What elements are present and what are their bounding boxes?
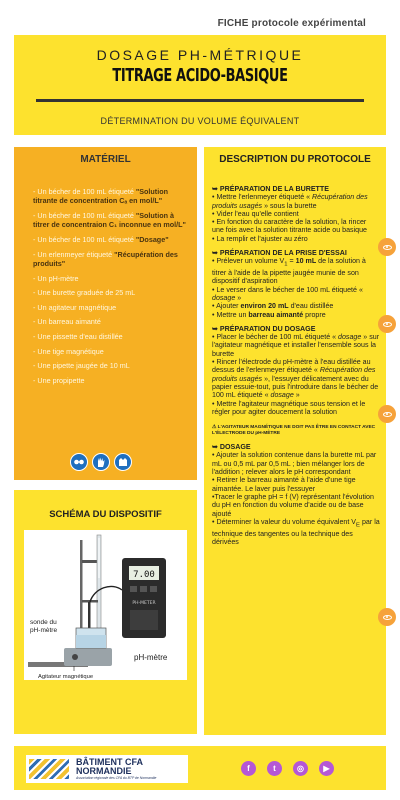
lab-coat-icon xyxy=(114,453,132,471)
materiel-item: - Un erlenmeyer étiqueté "Récupération des produits" xyxy=(33,249,178,268)
step: • Ajouter la solution contenue dans la burette mL par mL ou 0,5 mL par 0,5 mL ; bien mélanger lors de l'addition ; relever alors le pH correspondant xyxy=(212,451,377,477)
section-dosage: ➥ DOSAGE xyxy=(212,443,251,452)
materiel-item: - Une propipette xyxy=(33,375,85,385)
description-title: DESCRIPTION DU PROTOCOLE xyxy=(219,154,371,165)
footer xyxy=(14,746,386,790)
step: • Retirer le barreau aimanté à l'aide d'une tige aimantée. Le laver puis l'essuyer xyxy=(212,476,356,493)
step: • Mettre l'erlenmeyer étiqueté « Récupération des produits usagés » sous la burette xyxy=(212,193,368,210)
eye-icon[interactable] xyxy=(378,315,396,333)
materiel-item: - Un bécher de 100 mL étiqueté "Solution titrante de concentration Cₐ en mol/L" xyxy=(33,187,168,206)
eye-icon[interactable] xyxy=(378,608,396,626)
probe-label-2: pH-mètre xyxy=(30,627,58,634)
section-burette: ➥ PRÉPARATION DE LA BURETTE xyxy=(212,185,329,193)
warning-note: ⚠ L'AGITATEUR MAGNÉTIQUE NE DOIT PAS ÊTRE EN CONTACT AVEC L'ÉLECTRODE DU pH-MÈTRE xyxy=(212,425,376,437)
page-title: DOSAGE PH-MÉTRIQUE xyxy=(96,47,304,63)
facebook-icon[interactable]: f xyxy=(241,761,256,776)
step: • Mettre l'agitateur magnétique sous tension et le régler pour agiter doucement la solution xyxy=(212,399,366,416)
materiel-item: - Un bécher de 100 mL étiqueté "Solution à titrer de concentraion C₁ inconnue en mol/L" xyxy=(33,211,186,230)
step: •Tracer le graphe pH = f (V) représentant l'évolution du pH en fonction du volume d'acide ou de base ajouté xyxy=(212,492,374,518)
section-subtitle: DÉTERMINATION DU VOLUME ÉQUIVALENT xyxy=(100,116,300,126)
document-type-label: FICHE protocole expérimental xyxy=(217,18,366,29)
goggles-icon xyxy=(70,453,88,471)
materiel-item: - Un pH-mètre xyxy=(33,273,79,283)
safety-icons xyxy=(70,453,132,471)
materiel-item: - Un agitateur magnétique xyxy=(33,302,117,312)
step: • Vider l'eau qu'elle contient xyxy=(212,209,299,218)
probe-label: sonde du xyxy=(30,619,57,626)
step: • Le verser dans le bécher de 100 mL étiqueté « dosage » xyxy=(212,285,363,302)
agitator-label: Agitateur magnétique xyxy=(38,674,94,680)
materiel-title: MATÉRIEL xyxy=(80,154,131,165)
logo-line-3: Association régionale des CFA du BTP de Normandie xyxy=(76,776,157,780)
step: • La remplir et l'ajuster au zéro xyxy=(212,234,308,243)
schema-panel xyxy=(14,490,197,734)
description-panel xyxy=(204,147,386,735)
section-dosage-prep: ➥ PRÉPARATION DU DOSAGE xyxy=(212,324,316,333)
step: • Ajouter environ 20 mL d'eau distillée xyxy=(212,302,334,311)
ph-display-value: 7.00 xyxy=(133,570,155,580)
instagram-icon[interactable]: ◎ xyxy=(293,761,308,776)
eye-icon[interactable] xyxy=(378,238,396,256)
twitter-icon[interactable]: t xyxy=(267,761,282,776)
step: • Mettre un barreau aimanté propre xyxy=(212,310,326,319)
materiel-panel xyxy=(14,147,197,480)
step: • Placer le bécher de 100 mL étiqueté « dosage » sur l'agitateur magnétique et installer l'ensemble sous la burette xyxy=(212,333,380,358)
eye-icon[interactable] xyxy=(378,405,396,423)
logo-line-1: BÂTIMENT CFA xyxy=(76,757,143,767)
materiel-item: - Une tige magnétique xyxy=(33,346,104,356)
logo[interactable] xyxy=(26,755,188,783)
schema-title: SCHÉMA DU DISPOSITIF xyxy=(49,509,162,520)
apparatus-diagram xyxy=(24,530,187,680)
step: • Déterminer la valeur du volume équivalent $V_E$ par la technique des tangentes ou la technique des dérivées xyxy=(212,517,380,546)
logo-line-2: NORMANDIE xyxy=(76,766,132,776)
youtube-icon[interactable]: ▶ xyxy=(319,761,334,776)
materiel-list xyxy=(33,187,191,390)
ph-meter-label: pH-mètre xyxy=(134,653,168,662)
logo-mark-icon xyxy=(29,759,69,779)
ph-meter-brand: PH-METER xyxy=(132,601,156,606)
materiel-item: - Une pissette d'eau distillée xyxy=(33,331,123,341)
materiel-item: - Un barreau aimanté xyxy=(33,317,101,327)
page-subtitle: TITRAGE ACIDO-BASIQUE xyxy=(112,65,288,86)
header-divider xyxy=(36,99,364,102)
social-links xyxy=(241,761,334,776)
section-prise-essai: ➥ PRÉPARATION DE LA PRISE D'ESSAI xyxy=(212,249,347,258)
materiel-item: - Une pipette jaugée de 10 mL xyxy=(33,361,130,371)
step: • Prélever un volume $V_1 = 10$ mL de la solution à titrer à l'aide de la pipette jaugée munie de son dispositif d'aspiration xyxy=(212,257,366,286)
step: • En fonction du caractère de la solution, la rincer une fois avec la solution titrante acide ou basique xyxy=(212,218,367,235)
protocol-text xyxy=(212,185,380,546)
materiel-item: - Un bécher de 100 mL étiqueté "Dosage" xyxy=(33,235,169,244)
materiel-item: - Une burette graduée de 25 mL xyxy=(33,288,136,298)
gloves-icon xyxy=(92,453,110,471)
step: • Rincer l'électrode du pH-mètre à l'eau distillée au dessus de l'erlenmeyer étiqueté « Récupération des produits usagés », l'essuyer délicatement avec du papier essuie-tout, puis l'introduire dans le bécher de 100 mL étiqueté « dosage » xyxy=(212,358,379,400)
